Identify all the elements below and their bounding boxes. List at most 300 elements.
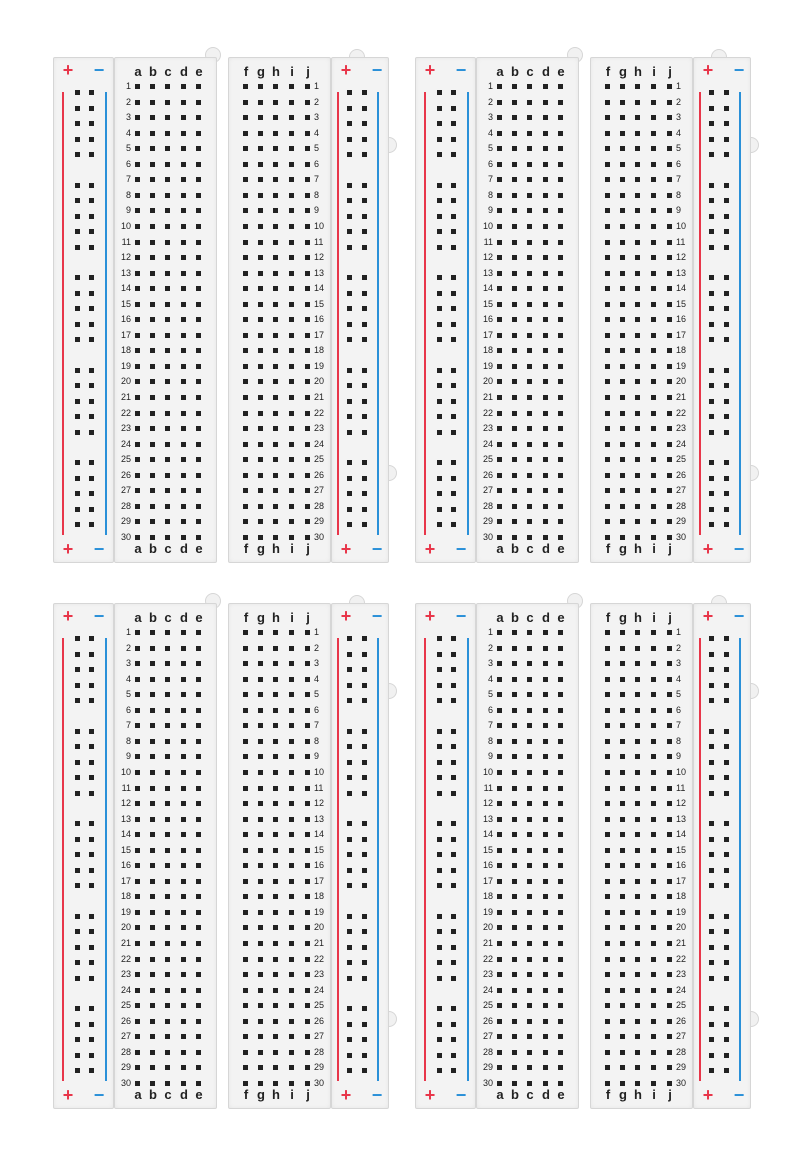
tie-point-hole: [497, 941, 502, 946]
rail-hole: [724, 868, 729, 873]
rail-hole: [75, 214, 80, 219]
breadboard: [53, 603, 389, 1109]
tie-point-hole: [305, 115, 310, 120]
column-label: d: [542, 610, 550, 625]
rail-hole: [709, 1037, 714, 1042]
tie-point-hole: [558, 1003, 563, 1008]
tie-point-hole: [512, 925, 517, 930]
rail-hole: [89, 414, 94, 419]
tie-point-hole: [289, 395, 294, 400]
row-number: 9: [125, 751, 131, 762]
row-number: 27: [676, 485, 687, 496]
tie-point-hole: [558, 941, 563, 946]
tie-point-hole: [497, 162, 502, 167]
tie-point-hole: [527, 224, 532, 229]
tie-point-hole: [273, 848, 278, 853]
minus-symbol: −: [93, 606, 105, 626]
tie-point-hole: [605, 535, 610, 540]
tie-point-hole: [150, 770, 155, 775]
tie-point-hole: [543, 925, 548, 930]
rail-hole: [437, 791, 442, 796]
tie-point-hole: [497, 333, 502, 338]
tie-point-hole: [527, 162, 532, 167]
rail-hole: [75, 960, 80, 965]
tie-point-hole: [135, 379, 140, 384]
row-number: 4: [487, 127, 493, 138]
row-number: 28: [676, 500, 687, 511]
tie-point-hole: [150, 255, 155, 260]
tie-point-hole: [150, 473, 155, 478]
tie-point-hole: [196, 848, 201, 853]
tie-point-hole: [512, 364, 517, 369]
tie-point-hole: [543, 1081, 548, 1086]
tie-point-hole: [196, 504, 201, 509]
row-number: 4: [487, 673, 493, 684]
tie-point-hole: [135, 879, 140, 884]
row-number: 8: [314, 189, 320, 200]
tie-point-hole: [196, 535, 201, 540]
tie-point-hole: [150, 395, 155, 400]
tie-point-hole: [667, 801, 672, 806]
tie-point-hole: [165, 879, 170, 884]
tie-point-hole: [605, 488, 610, 493]
tie-point-hole: [543, 723, 548, 728]
row-number: 14: [676, 829, 687, 840]
tie-point-hole: [651, 832, 656, 837]
tie-point-hole: [165, 646, 170, 651]
tie-point-hole: [543, 395, 548, 400]
row-number: 6: [487, 704, 493, 715]
tie-point-hole: [635, 193, 640, 198]
tie-point-hole: [150, 786, 155, 791]
rail-hole: [362, 837, 367, 842]
rail-hole: [75, 821, 80, 826]
tie-point-hole: [289, 364, 294, 369]
tie-point-hole: [305, 224, 310, 229]
tie-point-hole: [243, 271, 248, 276]
tie-point-hole: [620, 1003, 625, 1008]
tie-point-hole: [497, 677, 502, 682]
tie-point-hole: [651, 972, 656, 977]
row-number: 5: [125, 689, 131, 700]
column-label: a: [134, 541, 142, 556]
tie-point-hole: [150, 488, 155, 493]
rail-hole: [451, 306, 456, 311]
tie-point-hole: [258, 646, 263, 651]
rail-hole: [724, 1037, 729, 1042]
tie-point-hole: [181, 131, 186, 136]
tie-point-hole: [243, 1003, 248, 1008]
rail-hole: [709, 121, 714, 126]
rail-hole: [451, 729, 456, 734]
tie-point-hole: [165, 1065, 170, 1070]
tie-point-hole: [620, 786, 625, 791]
tie-point-hole: [558, 1034, 563, 1039]
row-number: 16: [120, 314, 131, 325]
column-label: e: [557, 610, 565, 625]
tie-point-hole: [289, 535, 294, 540]
row-number: 25: [120, 454, 131, 465]
tie-point-hole: [667, 504, 672, 509]
column-label: j: [306, 1087, 310, 1102]
tie-point-hole: [497, 1034, 502, 1039]
tie-point-hole: [512, 708, 517, 713]
row-number: 9: [314, 205, 320, 216]
rail-hole: [75, 929, 80, 934]
power-rail-right: [331, 57, 389, 563]
tie-point-hole: [667, 1003, 672, 1008]
row-number: 25: [314, 454, 325, 465]
row-number: 5: [676, 143, 682, 154]
tie-point-hole: [667, 519, 672, 524]
row-number: 27: [482, 485, 493, 496]
rail-hole: [75, 121, 80, 126]
tie-point-hole: [527, 535, 532, 540]
row-number: 14: [314, 283, 325, 294]
tie-point-hole: [527, 504, 532, 509]
column-label: c: [526, 64, 534, 79]
rail-hole: [347, 1068, 352, 1073]
tie-point-hole: [512, 115, 517, 120]
tie-point-hole: [620, 832, 625, 837]
tie-point-hole: [605, 630, 610, 635]
rail-hole: [75, 652, 80, 657]
rail-hole: [347, 683, 352, 688]
tie-point-hole: [543, 488, 548, 493]
tie-point-hole: [273, 395, 278, 400]
rail-hole: [724, 229, 729, 234]
tie-point-hole: [181, 426, 186, 431]
tie-point-hole: [667, 426, 672, 431]
rail-hole: [347, 929, 352, 934]
rail-hole: [347, 1006, 352, 1011]
row-number: 3: [314, 658, 320, 669]
row-number: 15: [120, 298, 131, 309]
tie-point-hole: [620, 1050, 625, 1055]
tie-point-hole: [135, 801, 140, 806]
tie-point-hole: [527, 271, 532, 276]
tie-point-hole: [497, 972, 502, 977]
tie-point-hole: [273, 177, 278, 182]
tie-point-hole: [258, 317, 263, 322]
tie-point-hole: [543, 115, 548, 120]
minus-symbol: −: [93, 539, 105, 559]
rail-hole: [437, 198, 442, 203]
tie-point-hole: [497, 739, 502, 744]
tie-point-hole: [512, 957, 517, 962]
tie-point-hole: [635, 177, 640, 182]
tie-point-hole: [635, 630, 640, 635]
tie-point-hole: [273, 1065, 278, 1070]
rail-hole: [362, 791, 367, 796]
tie-point-hole: [635, 379, 640, 384]
column-label: i: [290, 541, 294, 556]
row-number: 22: [676, 953, 687, 964]
tie-point-hole: [605, 286, 610, 291]
tie-point-hole: [165, 910, 170, 915]
tie-point-hole: [497, 193, 502, 198]
tie-point-hole: [289, 473, 294, 478]
tie-point-hole: [305, 240, 310, 245]
tie-point-hole: [605, 817, 610, 822]
breadboard: [53, 57, 389, 563]
tie-point-hole: [605, 879, 610, 884]
tie-point-hole: [543, 519, 548, 524]
rail-hole: [709, 522, 714, 527]
tie-point-hole: [497, 240, 502, 245]
tie-point-hole: [243, 146, 248, 151]
tie-point-hole: [289, 411, 294, 416]
rail-hole: [451, 960, 456, 965]
tie-point-hole: [135, 630, 140, 635]
plus-symbol: +: [702, 1085, 714, 1105]
tie-point-hole: [497, 286, 502, 291]
rail-hole: [724, 652, 729, 657]
rail-hole: [89, 852, 94, 857]
row-number: 27: [676, 1031, 687, 1042]
tie-point-hole: [651, 255, 656, 260]
tie-point-hole: [243, 395, 248, 400]
tie-point-hole: [527, 240, 532, 245]
tie-point-hole: [305, 193, 310, 198]
tie-point-hole: [181, 286, 186, 291]
tie-point-hole: [527, 972, 532, 977]
rail-hole: [362, 507, 367, 512]
tie-point-hole: [558, 910, 563, 915]
plus-symbol: +: [424, 606, 436, 626]
tie-point-hole: [512, 488, 517, 493]
row-number: 15: [482, 298, 493, 309]
tie-point-hole: [135, 723, 140, 728]
rail-hole: [362, 914, 367, 919]
rail-hole: [347, 245, 352, 250]
tie-point-hole: [258, 801, 263, 806]
rail-hole: [451, 636, 456, 641]
row-number: 2: [676, 96, 682, 107]
tie-point-hole: [305, 957, 310, 962]
rail-hole: [724, 760, 729, 765]
rail-hole: [347, 214, 352, 219]
tie-point-hole: [651, 504, 656, 509]
rail-hole: [362, 137, 367, 142]
tie-point-hole: [651, 535, 656, 540]
minus-symbol: −: [455, 539, 467, 559]
tie-point-hole: [635, 723, 640, 728]
tie-point-hole: [289, 832, 294, 837]
rail-hole: [347, 760, 352, 765]
rail-hole: [724, 414, 729, 419]
row-number: 26: [120, 469, 131, 480]
rail-hole: [437, 883, 442, 888]
row-number: 30: [482, 1077, 493, 1088]
column-label: h: [272, 64, 280, 79]
tie-point-hole: [150, 131, 155, 136]
row-number: 24: [482, 438, 493, 449]
column-label: a: [496, 541, 504, 556]
rail-line-plus: [424, 638, 426, 1081]
rail-hole: [347, 652, 352, 657]
tie-point-hole: [196, 832, 201, 837]
rail-hole: [89, 868, 94, 873]
tie-point-hole: [150, 224, 155, 229]
column-label: e: [195, 64, 203, 79]
tie-point-hole: [620, 84, 625, 89]
rail-hole: [451, 214, 456, 219]
tie-point-hole: [635, 457, 640, 462]
tie-point-hole: [289, 333, 294, 338]
row-number: 27: [120, 1031, 131, 1042]
tie-point-hole: [150, 162, 155, 167]
rail-hole: [724, 1068, 729, 1073]
tie-point-hole: [165, 832, 170, 837]
minus-symbol: −: [455, 1085, 467, 1105]
tie-point-hole: [135, 786, 140, 791]
tie-point-hole: [497, 348, 502, 353]
tie-point-hole: [651, 754, 656, 759]
tie-point-hole: [289, 1034, 294, 1039]
rail-hole: [347, 275, 352, 280]
rail-hole: [437, 368, 442, 373]
row-number: 10: [482, 220, 493, 231]
rail-hole: [75, 775, 80, 780]
rail-hole: [709, 868, 714, 873]
tie-point-hole: [181, 115, 186, 120]
tie-point-hole: [558, 817, 563, 822]
tie-point-hole: [305, 100, 310, 105]
row-number: 12: [120, 798, 131, 809]
tie-point-hole: [635, 739, 640, 744]
tie-point-hole: [196, 286, 201, 291]
row-number: 30: [482, 531, 493, 542]
tie-point-hole: [667, 317, 672, 322]
rail-hole: [724, 667, 729, 672]
tie-point-hole: [289, 646, 294, 651]
tie-point-hole: [289, 1065, 294, 1070]
row-number: 13: [314, 813, 325, 824]
tie-point-hole: [497, 1065, 502, 1070]
tie-point-hole: [635, 770, 640, 775]
rail-hole: [437, 214, 442, 219]
rail-hole: [362, 929, 367, 934]
tie-point-hole: [651, 988, 656, 993]
tie-point-hole: [273, 348, 278, 353]
tie-point-hole: [605, 442, 610, 447]
rail-hole: [362, 729, 367, 734]
tie-point-hole: [273, 1050, 278, 1055]
rail-hole: [347, 507, 352, 512]
tie-point-hole: [196, 692, 201, 697]
tie-point-hole: [543, 661, 548, 666]
tie-point-hole: [558, 972, 563, 977]
rail-hole: [75, 1006, 80, 1011]
minus-symbol: −: [93, 1085, 105, 1105]
tie-point-hole: [135, 1003, 140, 1008]
tie-point-hole: [605, 271, 610, 276]
rail-hole: [75, 683, 80, 688]
tie-point-hole: [497, 519, 502, 524]
rail-hole: [362, 368, 367, 373]
minus-symbol: −: [733, 60, 745, 80]
column-label: b: [511, 541, 519, 556]
tie-point-hole: [243, 646, 248, 651]
row-number: 7: [125, 720, 131, 731]
rail-hole: [724, 491, 729, 496]
tie-point-hole: [150, 364, 155, 369]
row-number: 25: [314, 1000, 325, 1011]
tie-point-hole: [667, 1065, 672, 1070]
row-number: 23: [482, 969, 493, 980]
tie-point-hole: [243, 1019, 248, 1024]
tie-point-hole: [667, 162, 672, 167]
tie-point-hole: [165, 162, 170, 167]
tie-point-hole: [512, 786, 517, 791]
row-number: 10: [676, 220, 687, 231]
tie-point-hole: [273, 131, 278, 136]
tie-point-hole: [651, 208, 656, 213]
power-rail-right: [693, 603, 751, 1109]
row-number: 1: [314, 627, 320, 637]
row-number: 9: [676, 205, 682, 216]
tie-point-hole: [150, 84, 155, 89]
rail-hole: [724, 291, 729, 296]
tie-point-hole: [181, 333, 186, 338]
rail-hole: [709, 1006, 714, 1011]
tie-point-hole: [196, 677, 201, 682]
row-number: 19: [314, 360, 325, 371]
tie-point-hole: [635, 646, 640, 651]
rail-hole: [347, 914, 352, 919]
tie-point-hole: [667, 894, 672, 899]
row-number: 12: [314, 252, 325, 263]
tie-point-hole: [620, 801, 625, 806]
rail-hole: [362, 245, 367, 250]
tie-point-hole: [558, 473, 563, 478]
rail-hole: [709, 245, 714, 250]
tie-point-hole: [150, 348, 155, 353]
tie-point-hole: [196, 255, 201, 260]
rail-hole: [347, 729, 352, 734]
column-label: h: [272, 610, 280, 625]
tie-point-hole: [527, 708, 532, 713]
row-number: 18: [676, 891, 687, 902]
rail-hole: [347, 368, 352, 373]
rail-hole: [75, 183, 80, 188]
rail-hole: [347, 399, 352, 404]
rail-hole: [709, 636, 714, 641]
tie-point-hole: [273, 677, 278, 682]
plus-symbol: +: [62, 539, 74, 559]
rail-hole: [437, 1022, 442, 1027]
rail-hole: [709, 491, 714, 496]
row-number: 25: [676, 1000, 687, 1011]
tie-point-hole: [667, 193, 672, 198]
tie-point-hole: [135, 208, 140, 213]
column-label: i: [652, 610, 656, 625]
tie-point-hole: [651, 1050, 656, 1055]
column-label: j: [306, 610, 310, 625]
rail-hole: [451, 121, 456, 126]
rail-hole: [451, 507, 456, 512]
row-number: 18: [314, 345, 325, 356]
tie-point-hole: [258, 348, 263, 353]
rail-hole: [362, 698, 367, 703]
tie-point-hole: [543, 941, 548, 946]
tie-point-hole: [651, 488, 656, 493]
tie-point-hole: [651, 240, 656, 245]
row-number: 28: [120, 500, 131, 511]
tie-point-hole: [605, 754, 610, 759]
row-number: 23: [314, 969, 325, 980]
